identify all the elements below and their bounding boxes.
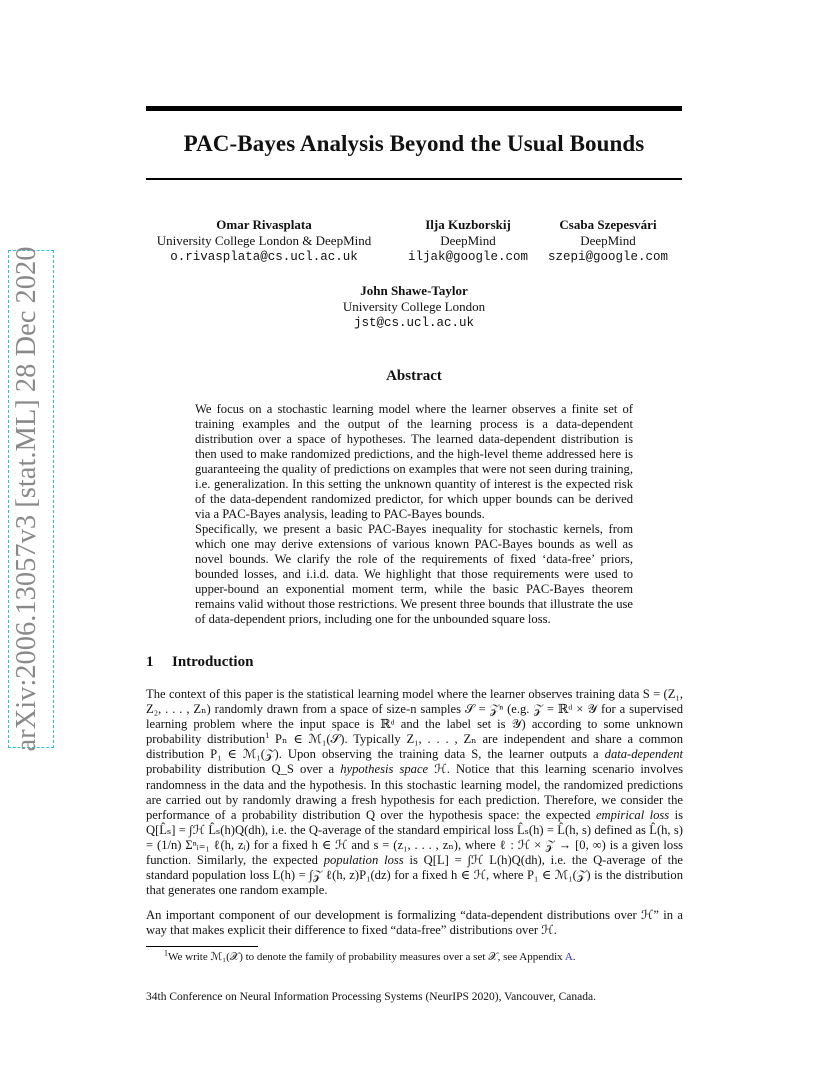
intro-text: Pₙ ∈ ℳ₁(𝒮). Typically Z₁, . . . , Zₙ are independent and share a common distribution P₁ ∈ ℳ₁(𝒵). Upon observing the training data S, the learner outputs a (146, 732, 683, 762)
author-name: Omar Rivasplata (216, 217, 312, 232)
intro-text: is Q[L̂ₛ] = ∫ℋ L̂ₛ(h)Q(dh), i.e. the Q-average of the standard empirical loss L̂ₛ(h) = L̂(h, s) defined as L̂(h, s) = (1/n) Σⁿᵢ₌₁ ℓ(h, zᵢ) for a fixed h ∈ ℋ and s = (z₁, . . . , zₙ), where ℓ : ℋ × 𝒵 → [0, ∞) is a given loss function. Similarly, the expected (146, 807, 683, 868)
abstract-heading: Abstract (386, 368, 442, 384)
abstract-paragraph: We focus on a stochastic learning model where the learner observes a finite set of training examples and the output of the learning process is a data-dependent distribution over a space of hypotheses. The learned data-dependent distribution is then used to make randomized predictions, and the high-level theme addressed here is guaranteeing the quality of predictions on examples that were not seen during training, i.e. generalization. In this setting the unknown quantity of interest is the expected risk of the data-dependent randomized predictor, for which upper bounds can be derived via a PAC-Bayes analysis, leading to PAC-Bayes bounds. (195, 402, 633, 521)
footnote-marker[interactable]: 1 (265, 731, 270, 741)
arxiv-stamp[interactable]: arXiv:2006.13057v3 [stat.ML] 28 Dec 2020 (11, 246, 42, 752)
intro-text: probability distribution Q_S over a (146, 762, 341, 777)
author-affiliation: DeepMind (440, 233, 496, 248)
author-block (314, 283, 514, 331)
footnote-number: 1 (164, 948, 168, 958)
intro-emphasis: empirical loss (595, 807, 670, 822)
author-email: iljak@google.com (407, 250, 529, 264)
section-heading (146, 654, 253, 671)
author-name: John Shawe-Taylor (360, 283, 468, 298)
author-affiliation: DeepMind (580, 233, 636, 248)
author-name: Ilja Kuzborskij (425, 217, 511, 232)
appendix-link[interactable]: A (564, 951, 573, 963)
author-email: o.rivasplata@cs.ucl.ac.uk (170, 250, 358, 264)
author-affiliation: University College London & DeepMind (156, 233, 372, 248)
author-email: szepi@google.com (547, 250, 669, 264)
footnote-end: . (572, 951, 576, 963)
venue-note: 34th Conference on Neural Information Processing Systems (NeurIPS 2020), Vancouver, Canada. (146, 991, 596, 1003)
author-email: jst@cs.ucl.ac.uk (353, 316, 475, 330)
abstract-paragraph: Specifically, we present a basic PAC-Bayes inequality for stochastic kernels, from which one may derive extensions of various known PAC-Bayes bounds as well as novel bounds. We clarify the role of the requirements of fixed ‘data-free’ priors, bounded losses, and i.i.d. data. We highlight that those requirements were used to upper-bound an exponential moment term, while the basic PAC-Bayes theorem remains valid without those restrictions. We present three bounds that illustrate the use of data-dependent priors, including one for the unbounded square loss. (195, 522, 633, 626)
section-number: 1 (146, 654, 154, 670)
author-affiliation: University College London (342, 299, 486, 314)
intro-text: The context of this paper is the statistical learning model where the learner observes training data S = (Z₁, Z₂, . . . , Zₙ) randomly drawn from a space of size-n samples 𝒮 = 𝒵ⁿ (e.g. 𝒵 = ℝᵈ × 𝒴 for a supervised learning problem where the input space is ℝᵈ and the label set is 𝒴) according to some unknown probability distribution (146, 687, 683, 747)
author-block (540, 217, 676, 265)
section-title: Introduction (172, 654, 254, 670)
intro-paragraph (146, 687, 683, 898)
intro-paragraph: An important component of our development is formalizing “data-dependent distributions over ℋ” in a way that makes explicit their difference to fixed “data-free” distributions over ℋ. (146, 908, 683, 938)
intro-text: is Q[L] = ∫ℋ L(h)Q(dh), i.e. the Q-average of the standard population loss L(h) = ∫𝒵 ℓ(h, z)P₁(dz) for a fixed h ∈ ℋ, where P₁ ∈ ℳ₁(𝒵) is the distribution that generates one random example. (146, 853, 683, 898)
footnote (146, 948, 701, 964)
author-block (398, 217, 538, 265)
footnote-text: We write ℳ₁(𝒳) to denote the family of probability measures over a set 𝒳, see Appendix (168, 951, 565, 963)
author-block (146, 217, 382, 265)
intro-emphasis: hypothesis space (340, 762, 429, 777)
footnote-rule (146, 946, 258, 947)
intro-emphasis: population loss (323, 853, 404, 868)
intro-emphasis: data-dependent (604, 747, 683, 762)
author-name: Csaba Szepesvári (559, 217, 657, 232)
intro-text: ℋ. Notice that this learning scenario involves randomness in the data and the hypothesis. In this stochastic learning model, the randomized predictions are carried out by randomly drawing a fresh hypothesis for each prediction. Therefore, we consider the performance of a probability distribution Q over the hypothesis space: the expected (146, 762, 683, 822)
paper-title: PAC-Bayes Analysis Beyond the Usual Bounds (183, 131, 645, 156)
top-rule (146, 106, 682, 111)
bottom-rule (146, 178, 682, 180)
